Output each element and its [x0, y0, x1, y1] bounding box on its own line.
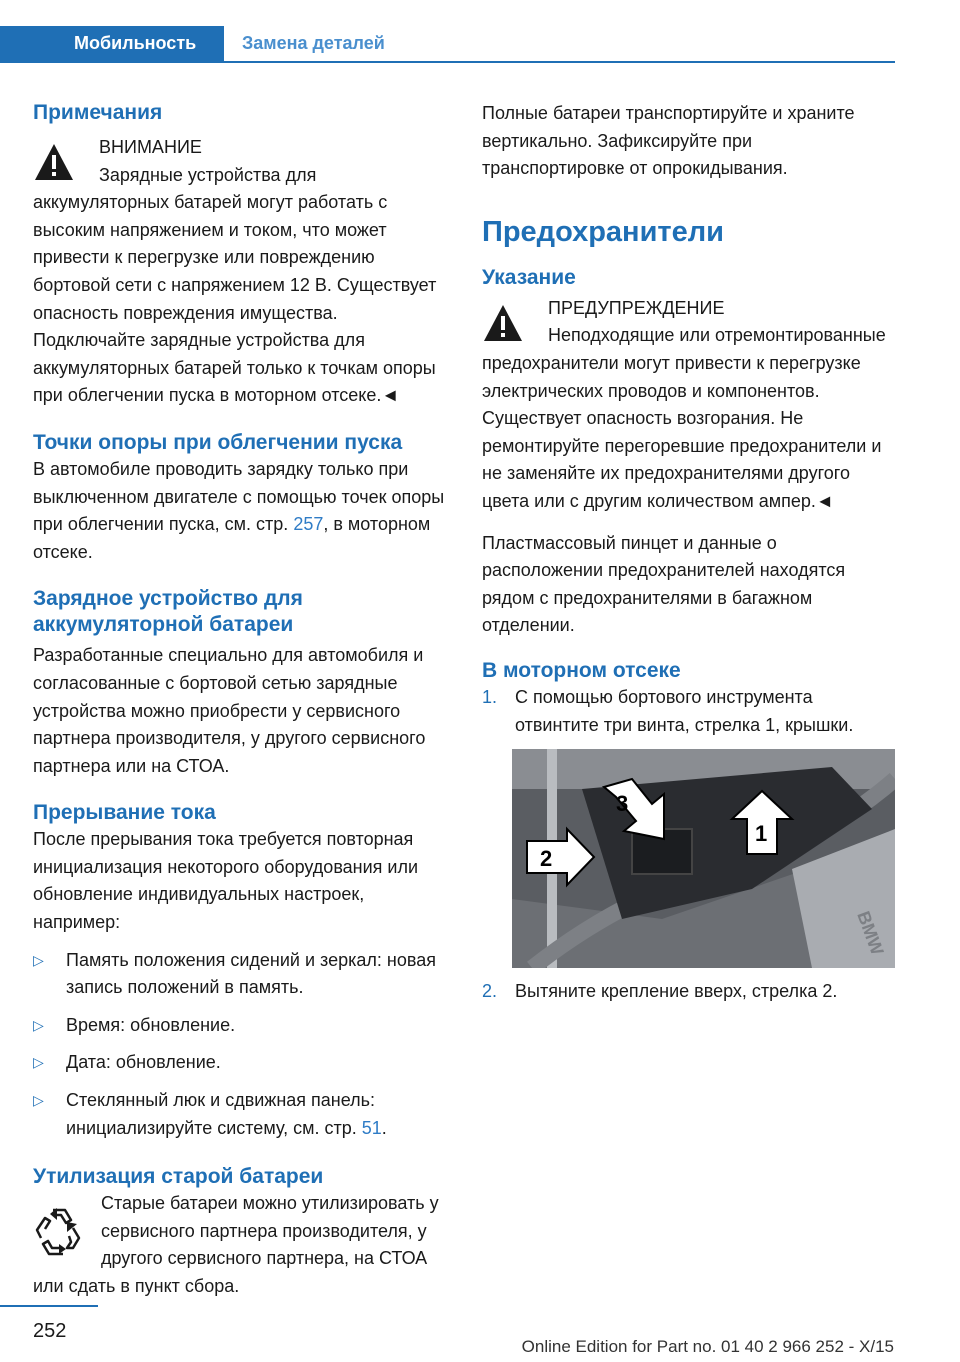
list-item: [482, 978, 895, 1006]
warning-block: [482, 295, 895, 516]
engine-photo: [512, 749, 895, 968]
note-heading: Указание: [482, 265, 576, 289]
recycle-icon: [33, 1202, 85, 1262]
bullet-text: Стеклянный люк и сдвижная панель: инициализируйте систему, см. стр.: [66, 1090, 376, 1138]
power-interruption-text: После прерывания тока требуется повторная инициализация некоторого оборудования или обновление индивидуальных настроек, например:: [33, 829, 419, 933]
charger-heading: Зарядное устройство для аккумуляторной батареи: [33, 587, 303, 637]
bullet-text: Память положения сидений и зеркал: новая запись положений в память.: [66, 949, 436, 998]
jump-start-heading: Точки опоры при облегчении пуска: [33, 430, 403, 454]
right-column: [482, 100, 895, 1006]
warning-icon: [482, 303, 524, 343]
jump-start-text: [33, 456, 448, 566]
jump-text-after: , в моторном отсеке.: [33, 514, 431, 562]
steps-list: [482, 684, 895, 1006]
warning-block: [33, 134, 448, 410]
disposal-text: Старые батареи можно утилизировать у сервисного партнера производителя, у другого сервисного партнера, на СТОА или сдать в пункт сбора.: [33, 1193, 439, 1296]
list-item: [482, 684, 895, 739]
transport-text: Полные батареи транспортируйте и храните вертикально. Зафиксируйте при транспортировке от опрокидывания.: [482, 103, 855, 179]
tab-mobility[interactable]: [0, 26, 224, 62]
warning-icon: [33, 142, 75, 182]
edition-info: Online Edition for Part no. 01 40 2 966 252 - X/15: [521, 1337, 894, 1356]
step-number: 2.: [482, 981, 498, 1002]
figure-item: [482, 749, 895, 968]
bullet-triangle-icon: ▷: [33, 1054, 44, 1071]
engine-compartment-figure: [512, 749, 895, 968]
list-item: [33, 1087, 448, 1142]
page-header: [0, 0, 895, 62]
notes-heading: Примечания: [33, 101, 163, 124]
bullet-text: Время: обновление.: [66, 1014, 236, 1035]
engine-compartment-heading: В моторном отсеке: [482, 658, 681, 682]
bullet-text-after: .: [381, 1117, 387, 1138]
left-column: [33, 100, 448, 1301]
footer-divider: [0, 1305, 98, 1307]
list-item: [33, 1012, 448, 1040]
tweezers-text: Пластмассовый пинцет и данные о расположении предохранителей находятся рядом с предохранителями в багажном отделении.: [482, 532, 846, 636]
bullet-triangle-icon: ▷: [33, 951, 44, 968]
charger-text: Разработанные специально для автомобиля и согласованные с бортовой сетью зарядные устройства можно приобрести у сервисного партнера производителя, у другого сервисного партнера или на СТОА.: [33, 645, 426, 776]
tab-mobility-label: Мобильность: [74, 33, 197, 53]
list-item: [33, 947, 448, 1002]
step-number: 1.: [482, 686, 498, 707]
step-text: С помощью бортового инструмента отвинтите три винта, стрелка 1, крышки.: [515, 686, 854, 735]
arrow-1-label: 1: [755, 821, 768, 847]
warning-text: Неподходящие или отремонтированные предохранители могут привести к перегрузке электрических проводов и компонентов. Существует опасность возгорания. Не ремонтируйте перегоревшие предохранители и не заменяйте их предохранителями другого цвета или с другим количеством ампер.◄: [482, 325, 886, 511]
bmw-logo-text: BMW: [853, 908, 888, 958]
page-link-257[interactable]: 257: [293, 514, 324, 535]
bullet-text: Дата: обновление.: [66, 1052, 221, 1073]
jump-text-before: В автомобиле проводить зарядку только при выключенном двигателе с помощью точек опоры при облегчении пуска, см. стр.: [33, 458, 445, 535]
bullet-triangle-icon: ▷: [33, 1016, 44, 1033]
disposal-heading: Утилизация старой батареи: [33, 1165, 324, 1189]
header-divider: [0, 61, 895, 63]
warning-text: Зарядные устройства для аккумуляторных батарей могут работать с высоким напряжением и током, что может привести к перегрузке или повреждению бортовой сети с напряжением 12 В. Существует опасность повреждения имущества. Подключайте зарядные устройства для аккумуляторных батарей только к точкам опоры при облегчении пуска в моторном отсеке.◄: [33, 164, 437, 406]
warning-label: ПРЕДУПРЕЖДЕНИЕ: [548, 297, 725, 318]
warning-label: ВНИМАНИЕ: [99, 137, 202, 157]
page-number: 252: [33, 1320, 67, 1342]
tab-replacing-parts[interactable]: Замена деталей: [242, 33, 385, 53]
power-bullet-list: [33, 947, 448, 1143]
step-text: Вытяните крепление вверх, стрелка 2.: [515, 981, 838, 1002]
fuses-heading: Предохранители: [482, 215, 724, 248]
bullet-triangle-icon: ▷: [33, 1092, 44, 1109]
arrow-2-label: 2: [540, 846, 553, 872]
disposal-block: [33, 1190, 448, 1300]
power-interruption-heading: Прерывание тока: [33, 801, 216, 825]
arrow-3-label: 3: [616, 791, 629, 817]
page-link-51[interactable]: 51: [361, 1117, 382, 1138]
list-item: [33, 1049, 448, 1077]
